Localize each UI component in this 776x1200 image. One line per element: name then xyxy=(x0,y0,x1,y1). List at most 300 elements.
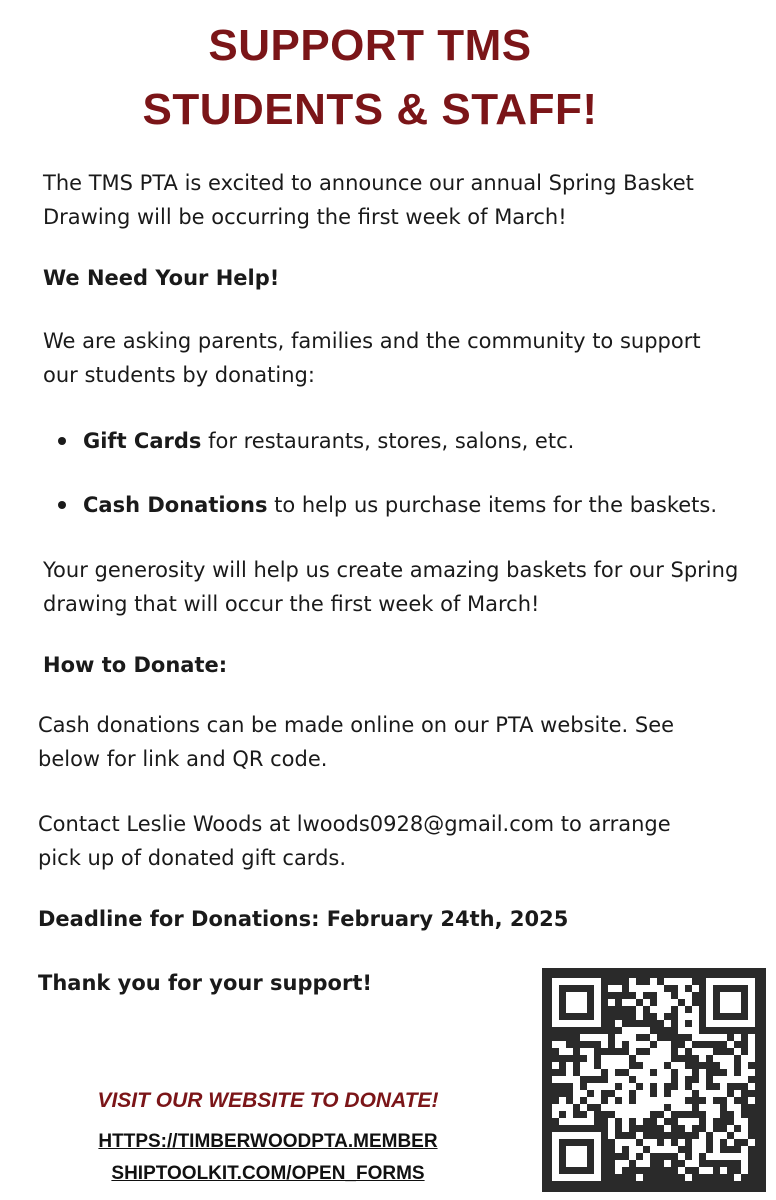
qr-module xyxy=(566,1111,573,1118)
qr-module xyxy=(748,1083,755,1090)
qr-module xyxy=(678,985,685,992)
qr-module xyxy=(615,1139,622,1146)
qr-module xyxy=(657,1062,664,1069)
qr-module xyxy=(580,1062,587,1069)
qr-module xyxy=(608,985,615,992)
qr-module xyxy=(643,1153,650,1160)
qr-module xyxy=(734,1118,741,1125)
qr-module xyxy=(713,1132,720,1139)
qr-module xyxy=(699,1132,706,1139)
qr-module xyxy=(685,1125,692,1132)
list-item-text xyxy=(83,424,574,458)
qr-module xyxy=(720,1055,727,1062)
qr-module xyxy=(636,1104,643,1111)
qr-module xyxy=(650,1062,657,1069)
qr-module xyxy=(615,1146,622,1153)
qr-module xyxy=(692,1048,699,1055)
qr-module xyxy=(685,1104,692,1111)
qr-module xyxy=(650,1048,657,1055)
qr-module xyxy=(622,1062,629,1069)
qr-module xyxy=(678,1062,685,1069)
qr-module xyxy=(629,1153,636,1160)
qr-module xyxy=(678,1027,685,1034)
qr-module xyxy=(559,1104,566,1111)
qr-module xyxy=(629,1069,636,1076)
qr-module xyxy=(734,1111,741,1118)
qr-module xyxy=(636,992,643,999)
qr-module xyxy=(650,1034,657,1041)
qr-module xyxy=(657,1146,664,1153)
qr-module xyxy=(629,1083,636,1090)
qr-module xyxy=(706,1153,713,1160)
qr-module xyxy=(741,1118,748,1125)
qr-module xyxy=(748,1055,755,1062)
qr-module xyxy=(706,1111,713,1118)
qr-module xyxy=(587,1062,594,1069)
qr-module xyxy=(643,1083,650,1090)
qr-module xyxy=(594,1083,601,1090)
qr-module xyxy=(650,1006,657,1013)
qr-module xyxy=(601,1041,608,1048)
qr-module xyxy=(608,1083,615,1090)
donate-link-line-1[interactable]: HTTPS://TIMBERWOODPTA.MEMBER xyxy=(98,1131,438,1152)
qr-module xyxy=(636,1146,643,1153)
qr-module xyxy=(608,1062,615,1069)
qr-module xyxy=(734,1034,741,1041)
qr-module xyxy=(699,1069,706,1076)
qr-module xyxy=(699,1139,706,1146)
qr-module xyxy=(573,1118,580,1125)
qr-module xyxy=(713,1090,720,1097)
qr-module xyxy=(713,1146,720,1153)
qr-module xyxy=(734,1153,741,1160)
qr-module xyxy=(664,1111,671,1118)
qr-module xyxy=(671,1104,678,1111)
bullet-icon xyxy=(58,437,66,445)
qr-module xyxy=(587,1055,594,1062)
qr-module xyxy=(615,1076,622,1083)
qr-module xyxy=(615,985,622,992)
qr-code-icon[interactable] xyxy=(542,968,766,1192)
qr-module xyxy=(601,1062,608,1069)
asking-line-1: We are asking parents, families and the community to support xyxy=(43,329,701,353)
qr-module xyxy=(636,1041,643,1048)
qr-module xyxy=(727,1069,734,1076)
qr-module xyxy=(706,1104,713,1111)
qr-module xyxy=(748,1034,755,1041)
qr-module xyxy=(594,1034,601,1041)
qr-module xyxy=(587,1111,594,1118)
qr-module xyxy=(559,1097,566,1104)
qr-module xyxy=(559,1076,566,1083)
qr-module xyxy=(748,1041,755,1048)
qr-module xyxy=(664,1139,671,1146)
qr-module xyxy=(664,978,671,985)
qr-module xyxy=(594,1069,601,1076)
qr-module xyxy=(713,1076,720,1083)
qr-module xyxy=(657,1090,664,1097)
qr-module xyxy=(678,1090,685,1097)
qr-module xyxy=(629,985,636,992)
qr-module xyxy=(643,1090,650,1097)
qr-module xyxy=(720,1083,727,1090)
qr-module xyxy=(615,1062,622,1069)
donate-link-line-2[interactable]: SHIPTOOLKIT.COM/OPEN_FORMS xyxy=(111,1163,425,1184)
qr-module xyxy=(664,1055,671,1062)
qr-module xyxy=(622,1083,629,1090)
qr-module xyxy=(657,999,664,1006)
cash-online-line-1: Cash donations can be made online on our PTA website. See xyxy=(38,713,675,737)
qr-module xyxy=(629,999,636,1006)
qr-module xyxy=(727,1055,734,1062)
qr-module xyxy=(727,1125,734,1132)
page-title-line-2: STUDENTS & STAFF! xyxy=(142,85,598,134)
qr-module xyxy=(741,1153,748,1160)
qr-module xyxy=(580,1048,587,1055)
qr-module xyxy=(664,1041,671,1048)
generosity-line-2: drawing that will occur the first week of March! xyxy=(43,592,540,616)
qr-module xyxy=(643,1062,650,1069)
qr-module xyxy=(657,1041,664,1048)
qr-module xyxy=(580,1034,587,1041)
qr-module xyxy=(622,1090,629,1097)
qr-module xyxy=(650,978,657,985)
qr-module xyxy=(678,1083,685,1090)
qr-module xyxy=(636,1090,643,1097)
qr-module xyxy=(678,1097,685,1104)
qr-module xyxy=(699,1104,706,1111)
qr-module xyxy=(573,1097,580,1104)
qr-module xyxy=(615,1160,622,1167)
qr-module xyxy=(657,1083,664,1090)
qr-module xyxy=(748,1097,755,1104)
qr-module xyxy=(636,985,643,992)
qr-module xyxy=(552,1104,559,1111)
qr-module xyxy=(706,1125,713,1132)
qr-module xyxy=(678,1076,685,1083)
qr-module xyxy=(664,1160,671,1167)
qr-module xyxy=(650,1146,657,1153)
qr-module xyxy=(622,1139,629,1146)
qr-module xyxy=(622,1111,629,1118)
qr-module xyxy=(657,1118,664,1125)
qr-module xyxy=(622,1055,629,1062)
qr-module xyxy=(566,1048,573,1055)
list-item-rest: for restaurants, stores, salons, etc. xyxy=(201,429,575,453)
qr-module xyxy=(622,1076,629,1083)
qr-module xyxy=(622,1125,629,1132)
qr-module xyxy=(594,1090,601,1097)
qr-module xyxy=(629,1111,636,1118)
qr-module xyxy=(636,1076,643,1083)
qr-module xyxy=(657,1097,664,1104)
qr-module xyxy=(566,1118,573,1125)
qr-module xyxy=(629,1146,636,1153)
qr-module xyxy=(615,1167,622,1174)
qr-module xyxy=(727,1062,734,1069)
qr-module xyxy=(678,992,685,999)
qr-module xyxy=(671,1090,678,1097)
qr-module xyxy=(748,1048,755,1055)
qr-module xyxy=(643,1076,650,1083)
qr-module xyxy=(615,1104,622,1111)
qr-module xyxy=(566,1104,573,1111)
qr-module xyxy=(636,1069,643,1076)
qr-module xyxy=(678,1153,685,1160)
qr-module xyxy=(699,1034,706,1041)
qr-module xyxy=(608,1104,615,1111)
qr-module xyxy=(608,1069,615,1076)
qr-module xyxy=(692,985,699,992)
qr-module xyxy=(629,978,636,985)
qr-module xyxy=(741,1146,748,1153)
qr-module xyxy=(643,1041,650,1048)
qr-module xyxy=(720,1167,727,1174)
qr-module xyxy=(720,1132,727,1139)
qr-module xyxy=(741,1167,748,1174)
qr-module xyxy=(664,1146,671,1153)
qr-module xyxy=(692,1006,699,1013)
qr-module xyxy=(615,1034,622,1041)
qr-module xyxy=(650,1139,657,1146)
qr-module xyxy=(664,1125,671,1132)
qr-module xyxy=(650,1076,657,1083)
qr-module xyxy=(734,1104,741,1111)
qr-module xyxy=(580,1069,587,1076)
how-to-donate-heading: How to Donate: xyxy=(43,653,228,677)
intro-line-1: The TMS PTA is excited to announce our annual Spring Basket xyxy=(43,171,694,195)
qr-module xyxy=(629,1041,636,1048)
qr-module xyxy=(685,1118,692,1125)
qr-module xyxy=(664,1069,671,1076)
qr-module xyxy=(559,1041,566,1048)
contact-line-1: Contact Leslie Woods at lwoods0928@gmail.com to arrange xyxy=(38,812,671,836)
qr-module xyxy=(727,1139,734,1146)
list-item-text xyxy=(83,488,717,522)
qr-finder-center xyxy=(566,992,587,1013)
generosity-line-1: Your generosity will help us create amazing baskets for our Spring xyxy=(43,558,739,582)
qr-module xyxy=(664,999,671,1006)
qr-module xyxy=(678,1020,685,1027)
qr-module xyxy=(734,1090,741,1097)
qr-module xyxy=(706,1048,713,1055)
qr-module xyxy=(636,1055,643,1062)
qr-module xyxy=(608,999,615,1006)
qr-module xyxy=(664,1048,671,1055)
qr-module xyxy=(643,985,650,992)
qr-module xyxy=(643,1027,650,1034)
qr-module xyxy=(699,1090,706,1097)
qr-finder-center xyxy=(720,992,741,1013)
qr-module xyxy=(741,1069,748,1076)
qr-module xyxy=(657,1013,664,1020)
deadline-text: Deadline for Donations: February 24th, 2025 xyxy=(38,907,569,931)
qr-module xyxy=(692,1034,699,1041)
qr-module xyxy=(720,1090,727,1097)
qr-module xyxy=(601,1055,608,1062)
qr-module xyxy=(636,1013,643,1020)
qr-module xyxy=(636,1027,643,1034)
qr-module xyxy=(671,978,678,985)
qr-module xyxy=(615,1041,622,1048)
qr-module xyxy=(685,1069,692,1076)
qr-module xyxy=(678,1104,685,1111)
qr-module xyxy=(713,1034,720,1041)
qr-module xyxy=(741,1125,748,1132)
qr-module xyxy=(713,1104,720,1111)
qr-module xyxy=(622,1034,629,1041)
qr-module xyxy=(664,1020,671,1027)
qr-module xyxy=(629,1034,636,1041)
qr-module xyxy=(692,1013,699,1020)
qr-module xyxy=(734,1174,741,1181)
qr-module xyxy=(671,1146,678,1153)
qr-module xyxy=(685,1013,692,1020)
qr-module xyxy=(734,1048,741,1055)
qr-module xyxy=(615,1090,622,1097)
qr-module xyxy=(594,1097,601,1104)
qr-module xyxy=(601,1104,608,1111)
qr-module xyxy=(636,1118,643,1125)
qr-module xyxy=(601,1034,608,1041)
qr-module xyxy=(692,1027,699,1034)
qr-module xyxy=(566,1069,573,1076)
qr-module xyxy=(643,1160,650,1167)
qr-module xyxy=(720,1153,727,1160)
qr-module xyxy=(587,1118,594,1125)
qr-module xyxy=(608,1132,615,1139)
qr-module xyxy=(706,1097,713,1104)
qr-module xyxy=(580,1090,587,1097)
qr-module xyxy=(727,1041,734,1048)
qr-module xyxy=(664,992,671,999)
qr-module xyxy=(699,1146,706,1153)
qr-module xyxy=(580,1104,587,1111)
qr-module xyxy=(573,1083,580,1090)
qr-module xyxy=(741,1076,748,1083)
qr-module xyxy=(678,978,685,985)
qr-module xyxy=(615,1055,622,1062)
qr-module xyxy=(720,1062,727,1069)
qr-module xyxy=(727,1104,734,1111)
qr-module xyxy=(727,1076,734,1083)
qr-module xyxy=(636,1097,643,1104)
qr-module xyxy=(608,1118,615,1125)
qr-module xyxy=(685,1174,692,1181)
qr-module xyxy=(643,1139,650,1146)
qr-module xyxy=(699,1167,706,1174)
qr-module xyxy=(587,1034,594,1041)
page-title-line-1: SUPPORT TMS xyxy=(208,21,532,70)
qr-module xyxy=(552,1111,559,1118)
qr-module xyxy=(608,1055,615,1062)
qr-module xyxy=(657,985,664,992)
qr-module xyxy=(552,1041,559,1048)
qr-module xyxy=(678,1167,685,1174)
qr-module xyxy=(622,1027,629,1034)
intro-line-2: Drawing will be occurring the first week of March! xyxy=(43,205,567,229)
qr-module xyxy=(741,1160,748,1167)
qr-module xyxy=(615,1111,622,1118)
qr-module xyxy=(629,1048,636,1055)
qr-module xyxy=(580,1118,587,1125)
qr-module xyxy=(629,1104,636,1111)
qr-module xyxy=(601,1083,608,1090)
qr-module xyxy=(699,1055,706,1062)
qr-module xyxy=(643,999,650,1006)
qr-module xyxy=(692,1160,699,1167)
contact-line-2: pick up of donated gift cards. xyxy=(38,846,347,870)
qr-module xyxy=(720,1076,727,1083)
qr-module xyxy=(657,1048,664,1055)
qr-module xyxy=(685,1160,692,1167)
thanks-text: Thank you for your support! xyxy=(38,971,372,995)
qr-module xyxy=(678,1048,685,1055)
qr-module xyxy=(692,1118,699,1125)
qr-module xyxy=(573,1090,580,1097)
qr-module xyxy=(573,1076,580,1083)
visit-website-callout: VISIT OUR WEBSITE TO DONATE! xyxy=(97,1089,439,1112)
qr-module xyxy=(559,1118,566,1125)
list-item-rest: to help us purchase items for the baskets. xyxy=(267,493,718,517)
qr-module xyxy=(692,1153,699,1160)
qr-module xyxy=(678,1069,685,1076)
qr-module xyxy=(608,1076,615,1083)
qr-module xyxy=(713,1055,720,1062)
qr-module xyxy=(629,1139,636,1146)
qr-module xyxy=(636,1111,643,1118)
qr-module xyxy=(692,1083,699,1090)
qr-module xyxy=(657,1069,664,1076)
qr-module xyxy=(636,1006,643,1013)
qr-module xyxy=(657,1055,664,1062)
qr-module xyxy=(629,1027,636,1034)
qr-module xyxy=(692,1139,699,1146)
qr-module xyxy=(622,1118,629,1125)
qr-module xyxy=(706,1167,713,1174)
qr-module xyxy=(685,999,692,1006)
qr-module xyxy=(706,1118,713,1125)
qr-module xyxy=(566,1076,573,1083)
qr-module xyxy=(664,1076,671,1083)
qr-module xyxy=(699,1083,706,1090)
qr-module xyxy=(566,1062,573,1069)
qr-module xyxy=(650,985,657,992)
qr-module xyxy=(657,1104,664,1111)
qr-module xyxy=(636,1174,643,1181)
asking-line-2: our students by donating: xyxy=(43,363,315,387)
qr-module xyxy=(685,1027,692,1034)
qr-module xyxy=(552,1076,559,1083)
qr-module xyxy=(713,1139,720,1146)
qr-module xyxy=(741,1055,748,1062)
qr-module xyxy=(643,1069,650,1076)
qr-module xyxy=(643,1055,650,1062)
qr-module xyxy=(699,1048,706,1055)
qr-module xyxy=(622,999,629,1006)
qr-module xyxy=(671,1097,678,1104)
qr-module xyxy=(657,992,664,999)
list-item-bold: Cash Donations xyxy=(83,493,268,517)
qr-module xyxy=(587,1048,594,1055)
qr-module xyxy=(671,999,678,1006)
qr-module xyxy=(622,1097,629,1104)
qr-module xyxy=(706,1090,713,1097)
qr-module xyxy=(636,1132,643,1139)
cash-online-line-2: below for link and QR code. xyxy=(38,747,328,771)
qr-module xyxy=(650,1104,657,1111)
qr-module xyxy=(643,1104,650,1111)
